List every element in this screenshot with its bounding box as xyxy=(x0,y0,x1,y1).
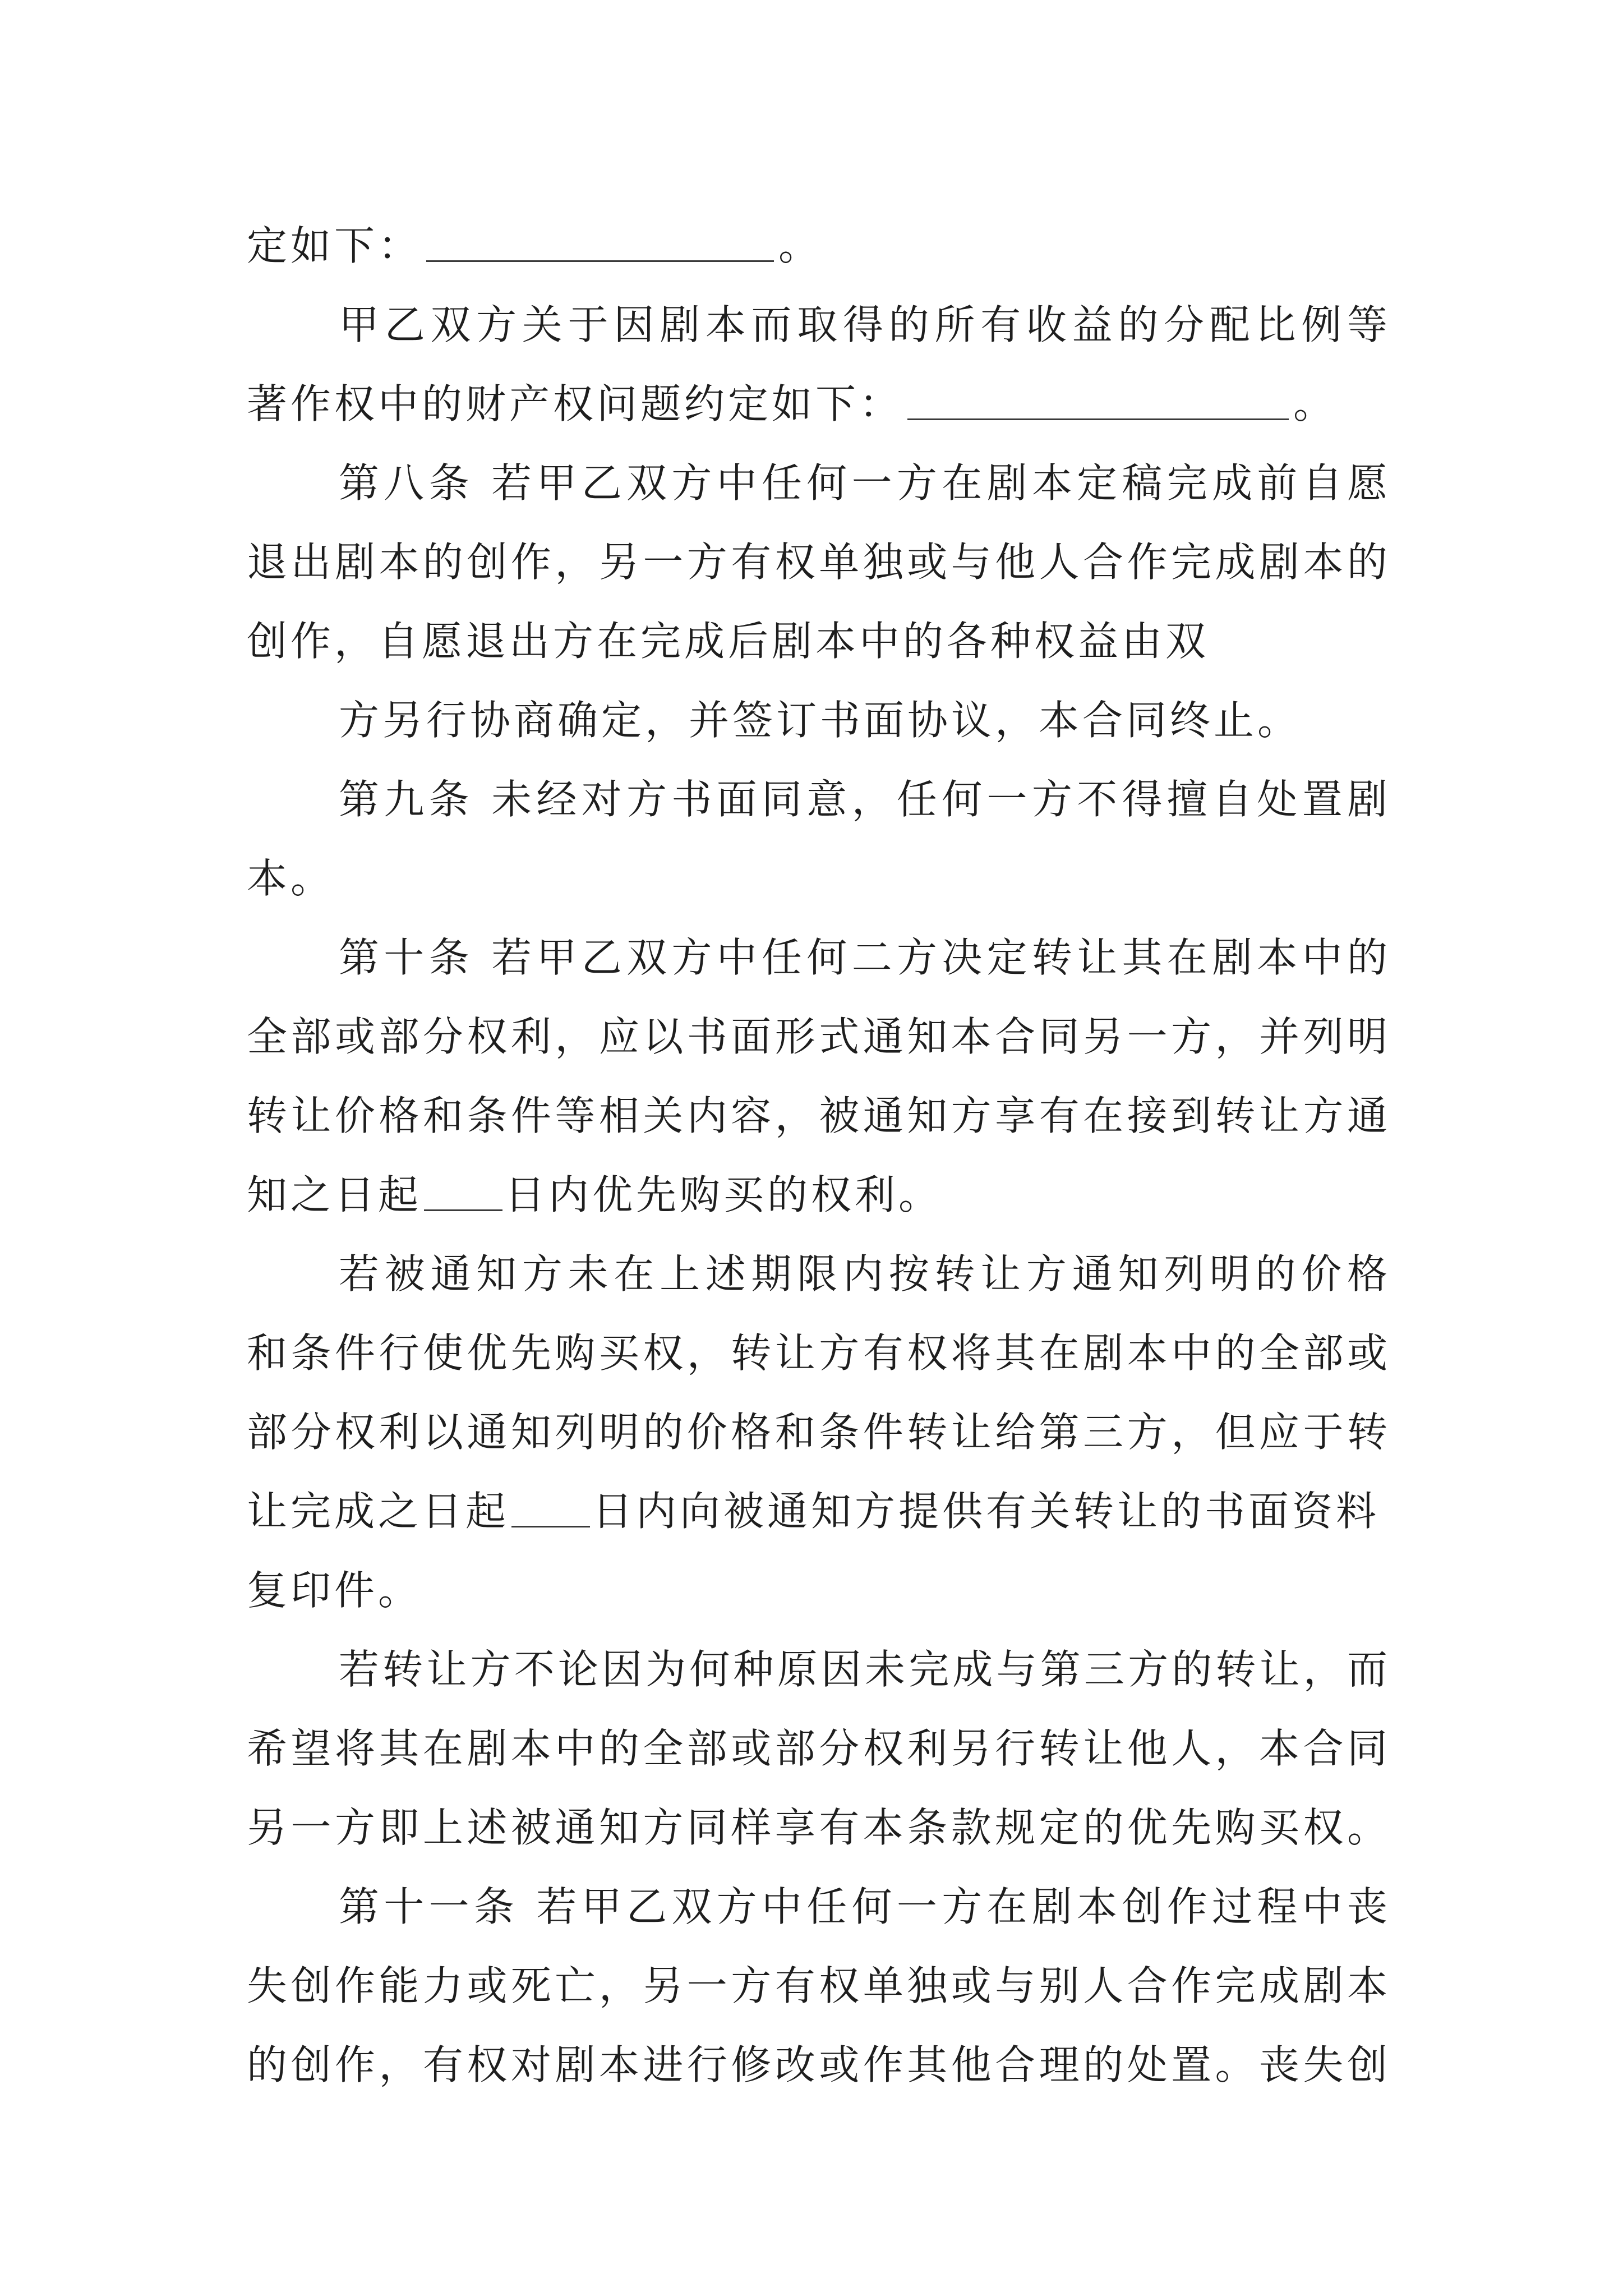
text-line xyxy=(247,1076,1391,1156)
line-text: 的创作，有权对剧本进行修改或作其他合理的处置。丧失创 xyxy=(247,2041,1391,2088)
line-text: 创作，自愿退出方在完成后剧本中的各种权益由双 xyxy=(247,618,1210,665)
text-line xyxy=(247,2026,1391,2105)
fill-in-blank[interactable] xyxy=(424,1176,502,1211)
text-line xyxy=(247,1156,1391,1235)
fill-in-blank[interactable] xyxy=(426,227,774,262)
line-text: 失创作能力或死亡，另一方有权单独或与别人合作完成剧本 xyxy=(247,1962,1391,2009)
text-line xyxy=(247,1551,1391,1630)
line-text: 转让价格和条件等相关内容，被通知方享有在接到转让方通 xyxy=(247,1092,1391,1139)
text-line xyxy=(247,365,1391,444)
line-text: 本。 xyxy=(247,855,335,902)
line-text: 著作权中的财产权问题约定如下： xyxy=(247,380,903,427)
text-line xyxy=(247,1235,1391,1314)
line-text: 知之日起 xyxy=(247,1171,422,1218)
line-text: 日内向被通知方提供有关转让的书面资料 xyxy=(592,1488,1380,1535)
text-line xyxy=(247,206,1391,286)
line-text: 另一方即上述被通知方同样享有本条款规定的优先购买权。 xyxy=(247,1804,1391,1851)
line-text: 退出剧本的创作，另一方有权单独或与他人合作完成剧本的 xyxy=(247,539,1391,586)
line-text: 让完成之日起 xyxy=(247,1488,510,1535)
text-line xyxy=(247,997,1391,1076)
line-text: 方另行协商确定，并签订书面协议，本合同终止。 xyxy=(339,697,1302,744)
fill-in-blank[interactable] xyxy=(511,1492,590,1527)
line-text: 若被通知方未在上述期限内按转让方通知列明的价格 xyxy=(339,1250,1391,1297)
line-text: 第八条 若甲乙双方中任何一方在剧本定稿完成前自愿 xyxy=(339,459,1391,507)
text-line xyxy=(247,1472,1391,1551)
line-text: 第九条 未经对方书面同意，任何一方不得擅自处置剧 xyxy=(339,776,1391,823)
text-line xyxy=(247,444,1391,523)
text-line xyxy=(247,839,1391,918)
fill-in-blank[interactable] xyxy=(907,385,1289,420)
text-line xyxy=(247,681,1391,760)
text-line xyxy=(247,1393,1391,1472)
text-line xyxy=(247,1947,1391,2026)
text-line xyxy=(247,1314,1391,1393)
line-text: 。 xyxy=(1293,380,1338,427)
line-text: 全部或部分权利，应以书面形式通知本合同另一方，并列明 xyxy=(247,1013,1391,1060)
text-line xyxy=(247,918,1391,997)
line-text: 第十一条 若甲乙双方中任何一方在剧本创作过程中丧 xyxy=(339,1883,1391,1930)
line-text: 日内优先购买的权利。 xyxy=(505,1171,943,1218)
text-line xyxy=(247,523,1391,602)
line-text: 和条件行使优先购买权，转让方有权将其在剧本中的全部或 xyxy=(247,1329,1391,1377)
line-text: 定如下： xyxy=(247,222,422,269)
line-text: 若转让方不论因为何种原因未完成与第三方的转让，而 xyxy=(339,1646,1391,1693)
text-line xyxy=(247,602,1391,681)
text-line xyxy=(247,760,1391,839)
text-line xyxy=(247,1630,1391,1709)
text-line xyxy=(247,1788,1391,1867)
text-line xyxy=(247,1867,1391,1947)
line-text: 复印件。 xyxy=(247,1567,422,1614)
line-text: 希望将其在剧本中的全部或部分权利另行转让他人，本合同 xyxy=(247,1725,1391,1772)
line-text: 第十条 若甲乙双方中任何二方决定转让其在剧本中的 xyxy=(339,934,1391,981)
line-text: 甲乙双方关于因剧本而取得的所有收益的分配比例等 xyxy=(339,301,1391,348)
document-body xyxy=(247,206,1391,2105)
line-text: 。 xyxy=(778,222,823,269)
text-line xyxy=(247,286,1391,365)
text-line xyxy=(247,1709,1391,1788)
line-text: 部分权利以通知列明的价格和条件转让给第三方，但应于转 xyxy=(247,1409,1391,1456)
